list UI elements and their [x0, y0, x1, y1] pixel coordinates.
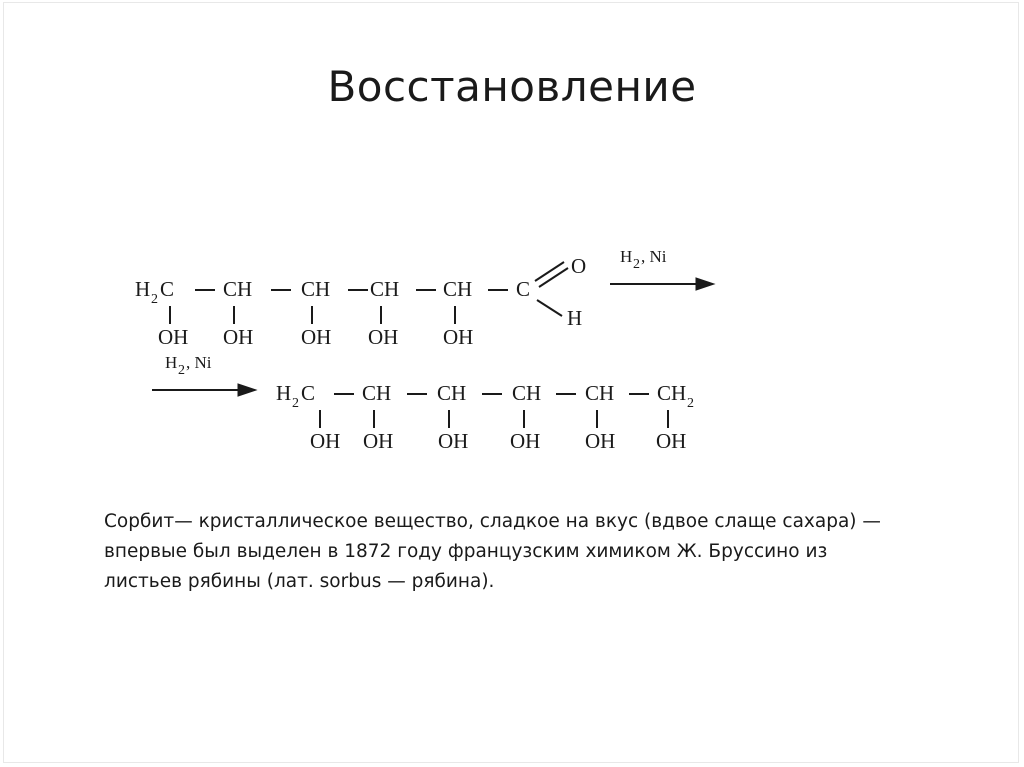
reactant-c6-h-bond	[537, 300, 562, 316]
product-c4-oh: OH	[510, 429, 541, 453]
reactant-c6-o-bond-a	[535, 262, 564, 281]
description-line-1: Сорбит— кристаллическое вещество, сладкое на вкус (вдвое слаще сахара) —	[104, 511, 881, 532]
arrow-1-head	[696, 278, 714, 290]
slide-title: Восстановление	[327, 62, 697, 111]
reactant-c6: C	[516, 277, 531, 301]
product-c1-sub: 2	[292, 396, 299, 411]
product-c6-sub: 2	[687, 396, 694, 411]
reactant-c3: CH	[301, 277, 331, 301]
reactant-c2: CH	[223, 277, 253, 301]
product-c1-oh: OH	[310, 429, 341, 453]
arrow-2-condition-ni: , Ni	[186, 353, 212, 372]
reactant-c6-o-bond-b	[539, 268, 568, 287]
arrow-1-condition-sub: 2	[633, 257, 640, 272]
product-formula	[276, 381, 694, 453]
reactant-c6-o: O	[571, 254, 587, 278]
reactant-c4-oh: OH	[368, 325, 399, 349]
description-line-3: листьев рябины (лат. sorbus — рябина).	[104, 571, 495, 592]
reactant-c2-oh: OH	[223, 325, 254, 349]
reactant-c5: CH	[443, 277, 473, 301]
product-c1-c: C	[301, 381, 316, 405]
reactant-c1-h: H	[135, 277, 151, 301]
arrow-1-condition-h: H	[620, 247, 633, 266]
sorbitol-description	[104, 507, 984, 597]
arrow-2-condition-h: H	[165, 353, 178, 372]
reaction-arrow-2	[152, 353, 256, 396]
product-c2-oh: OH	[363, 429, 394, 453]
reaction-arrow-1	[610, 247, 714, 290]
product-c5: CH	[585, 381, 615, 405]
reactant-c1-c: C	[160, 277, 175, 301]
reactant-c1-sub: 2	[151, 292, 158, 307]
arrow-2-condition-sub: 2	[178, 363, 185, 378]
reactant-c6-h: H	[567, 306, 583, 330]
reactant-c1-oh: OH	[158, 325, 189, 349]
product-c6-oh: OH	[656, 429, 687, 453]
product-c3-oh: OH	[438, 429, 469, 453]
product-c2: CH	[362, 381, 392, 405]
product-c4: CH	[512, 381, 542, 405]
reactant-c3-oh: OH	[301, 325, 332, 349]
arrow-2-head	[238, 384, 256, 396]
reactant-formula	[135, 254, 586, 349]
product-c3: CH	[437, 381, 467, 405]
product-c5-oh: OH	[585, 429, 616, 453]
product-c1-h: H	[276, 381, 292, 405]
arrow-1-condition-ni: , Ni	[641, 247, 667, 266]
reactant-c4: CH	[370, 277, 400, 301]
product-c6: CH	[657, 381, 687, 405]
reactant-c5-oh: OH	[443, 325, 474, 349]
description-line-2: впервые был выделен в 1872 году французским химиком Ж. Бруссино из	[104, 541, 828, 562]
